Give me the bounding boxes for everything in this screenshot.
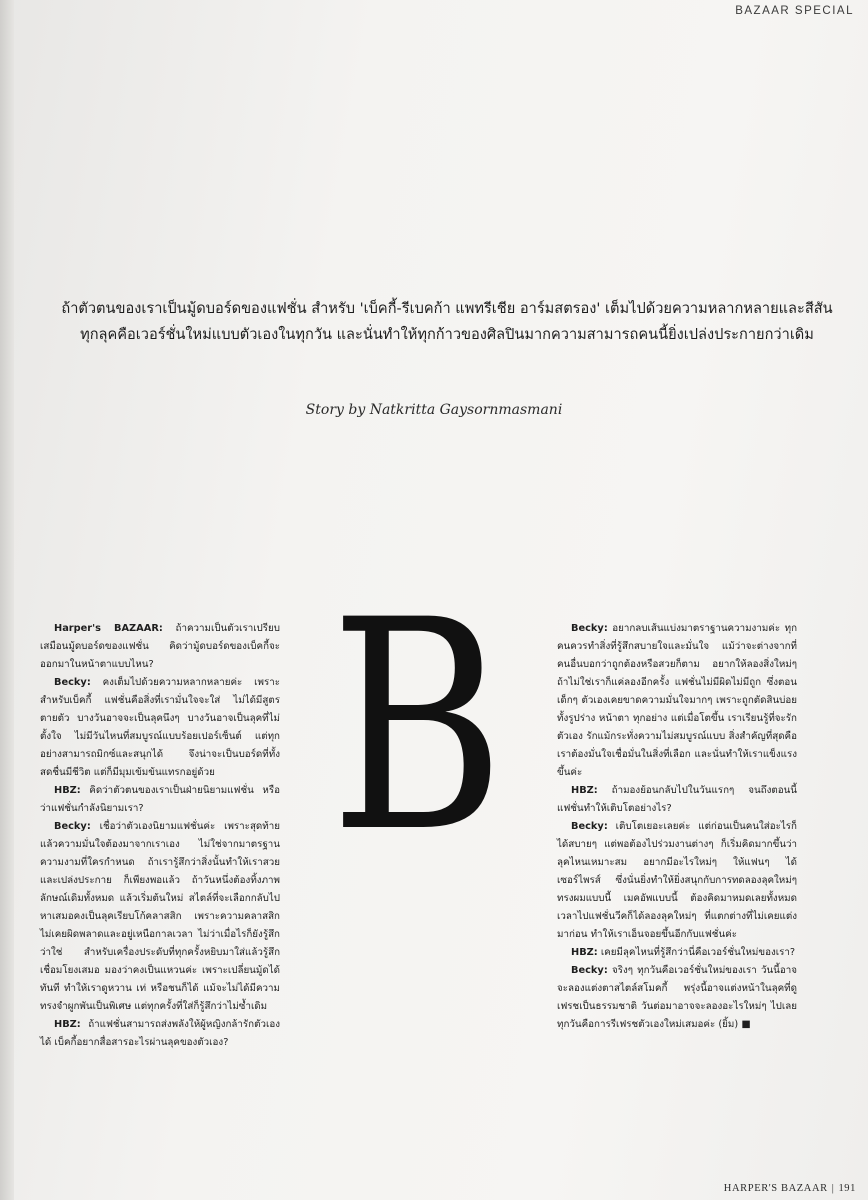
paragraph-text: จริงๆ ทุกวันคือเวอร์ชั่นใหม่ของเรา วันนี้อาจจะลองแต่งตาสไตล์สโมคกี้ พรุ่งนี้อาจแต่งหน้าในลุคที่ดูเฟรชเป็นธรรมชาติ วันต่อมาอาจจะลองอะไรใหม่ๆ ไปเลย ทุกวันคือการรีเฟรชตัวเองใหม่เสมอค่ะ (ยิ้ม) ■ (557, 965, 797, 1030)
interview-paragraph (557, 818, 797, 944)
byline: Story by Natkritta Gaysornmasmani (305, 402, 563, 418)
interview-paragraph (40, 818, 280, 1016)
interview-paragraph (557, 620, 797, 782)
paragraph-text: ถ้าแฟชั่นสามารถส่งพลังให้ผู้หญิงกล้ารักตัวเองได้ เบ็คกี้อยากสื่อสารอะไรผ่านลุคของตัวเอง? (40, 1019, 280, 1048)
speaker-label: Becky: (54, 677, 91, 688)
paragraph-text: เคยมีลุคไหนที่รู้สึกว่านี่คือเวอร์ชั่นใหม่ของเรา? (597, 947, 796, 958)
speaker-label: Becky: (571, 965, 608, 976)
speaker-label: Becky: (571, 623, 608, 634)
interview-paragraph (557, 944, 797, 962)
speaker-label: Becky: (571, 821, 608, 832)
interview-paragraph (557, 782, 797, 818)
magazine-name: HARPER'S BAZAAR (723, 1183, 828, 1194)
section-label: BAZAAR SPECIAL (735, 5, 854, 17)
speaker-label: Becky: (54, 821, 91, 832)
interview-paragraph (40, 620, 280, 674)
speaker-label: Harper's BAZAAR: (54, 623, 163, 634)
speaker-label: HBZ: (54, 1019, 81, 1030)
interview-paragraph (40, 782, 280, 818)
page-footer (724, 1183, 856, 1194)
interview-paragraph (557, 962, 797, 1034)
footer-separator: | (831, 1183, 835, 1194)
page-spine-shadow (0, 0, 14, 1200)
interview-paragraph (40, 674, 280, 782)
paragraph-text: เชื่อว่าตัวเองนิยามแฟชั่นค่ะ เพราะสุดท้ายแล้วความมั่นใจต้องมาจากเราเอง ไม่ใช่จากมาตรฐานความงามที่ใครกำหนด ถ้าเรารู้สึกว่าสิ่งนั้นทำให้เราสวยและเปล่งประกาย ก็เพียงพอแล้ว ถ้าวันหนึ่งต้องทิ้งภาพลักษณ์เดิมทั้งหมด แล้วเริ่มต้นใหม่ สไตล์ที่จะเลือกกลับไปหาเสมอคงเป็นลุคเรียบโก้คลาสสิก เพราะความคลาสสิกไม่เคยผิดพลาดและอยู่เหนือกาลเวลา ไม่ว่าเมื่อไรก็ยังรู้สึกว่าใช่ สำหรับเครื่องประดับที่ทุกครั้งหยิบมาใส่แล้วรู้สึกเชื่อมโยงเสมอ มองว่าคงเป็นแหวนค่ะ เพราะเปลี่ยนมู้ดได้ทันที ทำให้เราดูหวาน เท่ หรือชนก็ได้ แม้จะไม่ได้มีความทรงจำผูกพันเป็นพิเศษ แต่ทุกครั้งที่ใส่ก็รู้สึกว่าไม่ซ้ำเดิม (40, 821, 280, 1012)
page-number: 191 (838, 1183, 856, 1194)
intro-deck (38, 296, 856, 348)
paragraph-text: คิดว่าตัวตนของเราเป็นฝ่ายนิยามแฟชั่น หรือว่าแฟชั่นกำลังนิยามเรา? (40, 785, 280, 814)
paragraph-text: คงเต็มไปด้วยความหลากหลายค่ะ เพราะสำหรับเบ็คกี้ แฟชั่นคือสิ่งที่เรามั่นใจจะใส่ ไม่ได้มีสูตรตายตัว บางวันอาจจะเป็นลุคนึงๆ บางวันอาจเป็นลุคที่ไม่ตั้งใจ ไม่มีวันไหนที่สมบูรณ์แบบร้อยเปอร์เซ็นต์ แต่ทุกอย่างสามารถมิกซ์และสนุกได้ จึงน่าจะเป็นบอร์ดที่ทั้งสดชื่นมีชีวิต แต่ก็มีมุมเข้มข้นแทรกอยู่ด้วย (40, 677, 280, 778)
speaker-label: HBZ: (571, 947, 598, 958)
intro-line: ถ้าตัวตนของเราเป็นมู้ดบอร์ดของแฟชั่น สำหรับ 'เบ็คกี้-รีเบคก้า แพทรีเชีย อาร์มสตรอง' เต็มไปด้วยความหลากหลายและสีสัน (61, 300, 833, 317)
paragraph-text: เติบโตเยอะเลยค่ะ แต่ก่อนเป็นคนใส่อะไรก็ได้สบายๆ แต่พอต้องไปร่วมงานต่างๆ ก็เริ่มคิดมากขึ้นว่าลุคไหนเหมาะสม อยากมีอะไรใหม่ๆ ให้แฟนๆ ได้เซอร์ไพรส์ ซึ่งนั่นยิ่งทำให้ยิ่งสนุกกับการทดลองลุคใหม่ๆ ทรงผมแบบนี้ เมคอัพแบบนี้ ต้องคิดมาหมดเลยทั้งหมด เวลาไปแฟชั่นวีคก็ได้ลองลุคใหม่ๆ ที่แตกต่างที่ไม่เคยแต่งมาก่อน ทำให้เราเอ็นจอยขึ้นอีกกับแฟชั่นค่ะ (557, 821, 797, 940)
paragraph-text: อยากลบเส้นแบ่งมาตราฐานความงามค่ะ ทุกคนควรทำสิ่งที่รู้สึกสบายใจและมั่นใจ แม้ว่าจะต่างจากที่คนอื่นบอกว่าถูกต้องหรือสวยก็ตาม อยากให้ลองสิ่งใหม่ๆ ถ้าไม่ใช่เราก็แค่ลองอีกครั้ง แฟชั่นไม่มีผิดไม่มีถูก ซึ่งตอนเด็กๆ ตัวเองเคยขาดความมั่นใจมากๆ เพราะถูกตัดสินบ่อย ทั้งรูปร่าง หน้าตา ทุกอย่าง แต่เมื่อโตขึ้น เราเรียนรู้ที่จะรักตัวเอง รักแม้กระทั่งความไม่สมบูรณ์แบบ สิ่งสำคัญที่สุดคือ เราต้องมั่นใจเชื่อมั่นในสิ่งที่เลือก และนั่นทำให้เราแข็งแรงขึ้นค่ะ (557, 623, 797, 778)
right-column (557, 620, 797, 1034)
paragraph-text: ถ้ามองย้อนกลับไปในวันแรกๆ จนถึงตอนนี้ แฟชั่นทำให้เติบโตอย่างไร? (557, 785, 797, 814)
paragraph-text: ถ้าความเป็นตัวเราเปรียบเสมือนมู้ดบอร์ดของแฟชั่น คิดว่ามู้ดบอร์ดของเบ็คกี้จะออกมาในหน้าตาแบบไหน? (40, 623, 280, 670)
speaker-label: HBZ: (54, 785, 81, 796)
intro-line: ทุกลุคคือเวอร์ชั่นใหม่แบบตัวเองในทุกวัน และนั่นทำให้ทุกก้าวของศิลปินมากความสามารถคนนี้ยิ่งเปล่งประกายกว่าเดิม (80, 326, 814, 343)
drop-cap-letter: B (330, 559, 505, 896)
interview-paragraph (40, 1016, 280, 1052)
left-column (40, 620, 280, 1052)
speaker-label: HBZ: (571, 785, 598, 796)
